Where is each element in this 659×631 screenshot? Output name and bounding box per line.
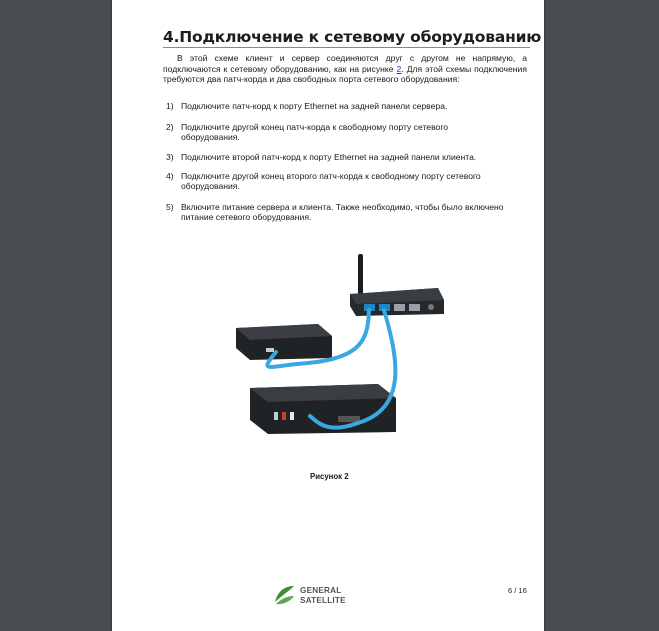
step-number: 2) [166,122,174,132]
company-logo [272,584,382,608]
figure-link[interactable]: 2 [396,63,402,74]
logo-text-line2: SATELLITE [300,596,346,605]
figure-caption: Рисунок 2 [310,472,349,481]
step-number: 3) [166,152,174,162]
page-number: 6 / 16 [508,586,527,595]
step-number: 1) [166,101,174,111]
intro-text-after: . Для этой схемы подключения требуются два патч-корда и два свободных порта сетевого оборудования: [163,63,527,84]
router-port [394,304,405,311]
step-text: Подключите второй патч-корд к порту Ethernet на задней панели клиента. [181,152,477,162]
section-heading: 4.Подключение к сетевому оборудованию [163,28,542,46]
step-number: 5) [166,202,174,212]
step-number: 4) [166,171,174,181]
general-satellite-logo-icon [272,584,296,606]
network-connection-figure [228,248,468,448]
step-item [166,101,526,111]
step-item [166,171,526,192]
step-text: Подключите патч-корд к порту Ethernet на задней панели сервера. [181,101,448,111]
intro-text-before: В этой схеме клиент и сервер соединяются друг с другом не напрямую, а подключаются к сетевому оборудованию, как на рисунке [163,53,527,74]
router-port [409,304,420,311]
step-item [166,122,526,143]
step-item [166,152,526,162]
step-text: Включите питание сервера и клиента. Также необходимо, чтобы было включено питание сетевого оборудования. [181,202,504,223]
step-item [166,202,526,223]
step-text: Подключите другой конец патч-корда к свободному порту сетевого оборудования. [181,122,449,143]
heading-underline [163,47,530,48]
logo-text-line1: GENERAL [300,586,342,595]
intro-paragraph [163,53,527,85]
step-text: Подключите другой конец второго патч-корда к свободному порту сетевого оборудования. [181,171,481,192]
